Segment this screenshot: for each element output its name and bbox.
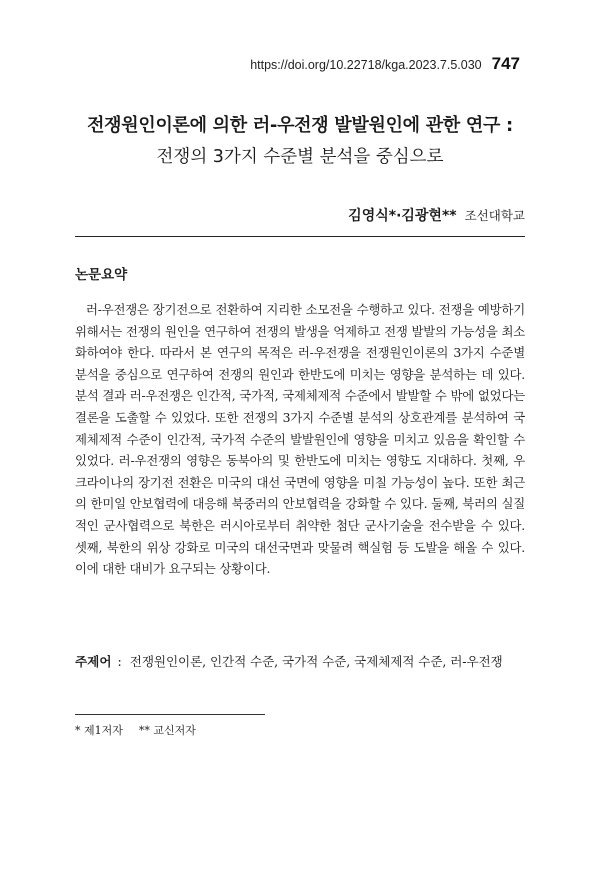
page-header (250, 54, 520, 74)
author-line (348, 205, 525, 225)
abstract-heading: 논문요약 (75, 267, 128, 283)
page-number: 747 (491, 54, 520, 73)
keywords-colon: : (117, 654, 122, 669)
keywords-text: 전쟁원인이론, 인간적 수준, 국가적 수준, 국제체제적 수준, 러-우전쟁 (129, 654, 503, 669)
paper-subtitle: 전쟁의 3가지 수준별 분석을 중심으로 (156, 147, 444, 167)
keywords-block (75, 652, 525, 673)
paper-title: 전쟁원인이론에 의한 러-우전쟁 발발원인에 관한 연구 : (87, 115, 513, 136)
author-affiliation: 조선대학교 (464, 208, 525, 223)
footnote-divider (75, 714, 265, 715)
doi-link[interactable]: https://doi.org/10.22718/kga.2023.7.5.030 (250, 58, 482, 72)
keywords-label: 주제어 (75, 654, 112, 669)
author-names: 김영식*·김광현** (348, 208, 457, 224)
footnote-corresponding-author: ** 교신저자 (138, 724, 196, 737)
footnotes (75, 722, 196, 738)
footnote-first-author: * 제1저자 (75, 724, 123, 737)
abstract-body: 러-우전쟁은 장기전으로 전환하여 지리한 소모전을 수행하고 있다. 전쟁을 예방하기 위해서는 전쟁의 원인을 연구하여 전쟁의 발생을 억제하고 전쟁 발발의 가능성을 최소화하여야 한다. 따라서 본 연구의 목적은 러-우전쟁을 전쟁원인이론의 3가지 수준별 분석을 중심으로 연구하여 전쟁의 원인과 한반도에 미치는 영향을 분석하는 데 있다. 분석 결과 러-우전쟁은 인간적, 국가적, 국제체제적 수준에서 발발할 수 밖에 없었다는 결론을 도출할 수 있었다. 또한 전쟁의 3가지 수준별 분석의 상호관계를 분석하여 국제체제적 수준이 인간적, 국가적 수준의 발발원인에 영향을 미치고 있음을 확인할 수 있었다. 러-우전쟁의 영향은 동북아의 및 한반도에 미치는 영향도 지대하다. 첫째, 우크라이나의 장기전 전환은 미국의 대선 국면에 영향을 미칠 가능성이 높다. 또한 최근의 한미일 안보협력에 대응해 북중러의 안보협력을 강화할 수 있다. 둘째, 북러의 실질적인 군사협력으로 북한은 러시아로부터 취약한 첨단 군사기술을 전수받을 수 있다. 셋째, 북한의 위상 강화로 미국의 대선국면과 맞물려 핵실험 등 도발을 해올 수 있다. 이에 대한 대비가 요구되는 상황이다. (75, 302, 525, 577)
title-divider (75, 236, 525, 237)
